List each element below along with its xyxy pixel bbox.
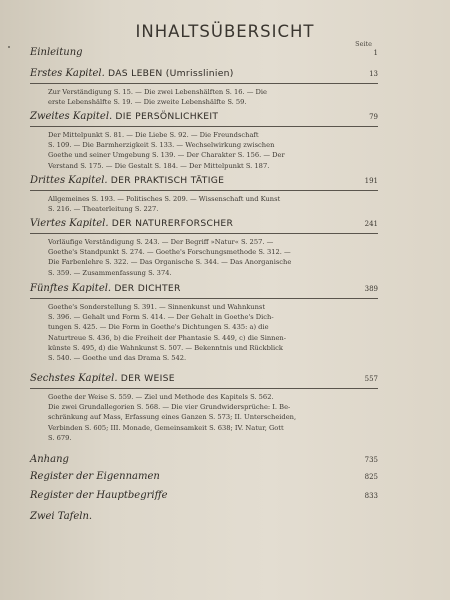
toc-entry-chapter-name: DER NATURERFORSCHER bbox=[111, 218, 234, 229]
toc-entry-chapter-name: DIE PERSÖNLICHKEIT bbox=[115, 111, 219, 122]
subsection-line: Die zwei Grundallegorien S. 568. — Die vier Grundwidersprüche: I. Be- bbox=[48, 403, 291, 412]
toc-entry-heading bbox=[30, 175, 378, 187]
toc-entry-heading bbox=[30, 111, 378, 123]
subsection-line: Vorläufige Verständigung S. 243. — Der Begriff »Natur« S. 257. — bbox=[48, 238, 274, 246]
toc-entry-page-number: 833 bbox=[364, 492, 378, 500]
subsection-line: S. 109. — Die Barmherzigkeit S. 133. — Wechselwirkung zwischen bbox=[48, 141, 275, 150]
toc-entry-italic-title: Zweites Kapitel. bbox=[30, 111, 113, 122]
toc-entry-heading bbox=[30, 283, 378, 295]
toc-entry-heading bbox=[30, 47, 378, 59]
toc-entry-subsections bbox=[30, 130, 378, 171]
toc-entry-subsections bbox=[30, 194, 378, 214]
toc-entry-page-number: 557 bbox=[364, 375, 378, 383]
heading-rule bbox=[30, 126, 378, 127]
heading-rule bbox=[30, 190, 378, 191]
toc-entry-subsections bbox=[30, 237, 378, 278]
toc-entry-italic-title: Sechstes Kapitel. bbox=[30, 373, 118, 384]
toc-entry bbox=[30, 283, 378, 363]
subsection-line: Goethe's Standpunkt S. 274. — Goethe's Forschungsmethode S. 312. — bbox=[48, 248, 291, 257]
page-column-label: Seite bbox=[355, 40, 372, 48]
subsection-line: schränkung auf Mass, Erfassung eines Ganzen S. 573; II. Unterscheiden, bbox=[48, 413, 297, 422]
toc-entry-heading bbox=[30, 454, 378, 466]
toc-entry bbox=[30, 454, 378, 466]
toc-entry-heading bbox=[30, 511, 378, 523]
toc-entry-page-number: 735 bbox=[364, 456, 378, 464]
toc-entry-italic-title: Fünftes Kapitel. bbox=[30, 283, 112, 294]
subsection-line: S. 216. — Theaterleitung S. 227. bbox=[48, 205, 159, 214]
toc-entry bbox=[30, 511, 378, 523]
subsection-line: Goethe der Weise S. 559. — Ziel und Methode des Kapitels S. 562. bbox=[48, 393, 274, 401]
toc-entry bbox=[30, 47, 378, 59]
heading-rule bbox=[30, 298, 378, 299]
toc-entry bbox=[30, 218, 378, 278]
toc-entry-heading bbox=[30, 373, 378, 385]
subsection-line: künste S. 495, d) die Wahnkunst S. 507. — Bekenntnis und Rückblick bbox=[48, 343, 283, 352]
heading-rule bbox=[30, 388, 378, 389]
subsection-line: Der Mittelpunkt S. 81. — Die Liebe S. 92. — Die Freundschaft bbox=[48, 131, 259, 139]
subsection-line: Zur Verständigung S. 15. — Die zwei Lebenshälften S. 16. — Die bbox=[48, 88, 267, 96]
toc-entry-subsections bbox=[30, 392, 378, 443]
toc-entry-italic-title: Register der Eigennamen bbox=[30, 471, 160, 482]
toc-entry-page-number: 191 bbox=[364, 177, 378, 185]
toc-entry-page-number: 389 bbox=[364, 285, 378, 293]
subsection-line: Allgemeines S. 193. — Politisches S. 209. — Wissenschaft und Kunst bbox=[48, 195, 281, 203]
toc-entry-italic-title: Drittes Kapitel. bbox=[30, 175, 108, 186]
subsection-line: Verstand S. 175. — Die Gestalt S. 184. — Der Mittelpunkt S. 187. bbox=[48, 161, 270, 170]
toc-entry bbox=[30, 373, 378, 443]
subsection-line: S. 540. — Goethe und das Drama S. 542. bbox=[48, 354, 187, 363]
subsection-line: Verbinden S. 605; III. Monade, Gemeinsamkeit S. 638; IV. Natur, Gott bbox=[48, 423, 284, 432]
toc-entry-italic-title: Register der Hauptbegriffe bbox=[30, 490, 168, 501]
toc-entry-chapter-name: DER DICHTER bbox=[114, 283, 181, 294]
toc-entry-italic-title: Anhang bbox=[30, 454, 69, 465]
toc-entry-page-number: 825 bbox=[364, 473, 378, 481]
toc-entry-heading bbox=[30, 471, 378, 483]
subsection-line: S. 396. — Gehalt und Form S. 414. — Der Gehalt in Goethe's Dich- bbox=[48, 313, 274, 322]
toc-entry-italic-title: Zwei Tafeln. bbox=[30, 511, 93, 522]
subsection-line: Naturtreue S. 436, b) die Freiheit der Phantasie S. 449, c) die Sinnen- bbox=[48, 333, 286, 342]
toc-entry-chapter-name: DER PRAKTISCH TÄTIGE bbox=[110, 175, 225, 186]
toc-entry-italic-title: Einleitung bbox=[30, 47, 83, 58]
margin-speck bbox=[8, 46, 10, 48]
toc-entry bbox=[30, 471, 378, 483]
toc-entry-page-number: 13 bbox=[369, 70, 378, 78]
heading-rule bbox=[30, 233, 378, 234]
toc-entry-heading bbox=[30, 68, 378, 80]
toc-entry bbox=[30, 111, 378, 171]
toc-entry-heading bbox=[30, 218, 378, 230]
toc-entry-subsections bbox=[30, 302, 378, 363]
subsection-line: S. 679. bbox=[48, 433, 72, 442]
subsection-line: Goethe's Sonderstellung S. 391. — Sinnenkunst und Wahnkunst bbox=[48, 303, 266, 311]
toc-entry-heading bbox=[30, 490, 378, 502]
toc-entry-chapter-name: DAS LEBEN (Umrisslinien) bbox=[108, 68, 234, 79]
subsection-line: tungen S. 425. — Die Form in Goethe's Dichtungen S. 435: a) die bbox=[48, 323, 269, 332]
toc-entry-page-number: 241 bbox=[364, 220, 378, 228]
toc-entry bbox=[30, 490, 378, 502]
toc-entry-italic-title: Erstes Kapitel. bbox=[30, 68, 105, 79]
toc-entry-page-number: 79 bbox=[369, 113, 378, 121]
subsection-line: S. 359. — Zusammenfassung S. 374. bbox=[48, 268, 172, 277]
toc-entry-page-number: 1 bbox=[373, 49, 378, 57]
subsection-line: Goethe und seiner Umgebung S. 139. — Der Charakter S. 156. — Der bbox=[48, 151, 285, 160]
toc-entry bbox=[30, 175, 378, 214]
toc-entry-italic-title: Viertes Kapitel. bbox=[30, 218, 109, 229]
toc-entry-chapter-name: DER WEISE bbox=[120, 373, 175, 384]
subsection-line: Die Farbenlehre S. 322. — Das Organische S. 344. — Das Anorganische bbox=[48, 258, 292, 267]
page-title: INHALTSÜBERSICHT bbox=[135, 22, 315, 41]
heading-rule bbox=[30, 83, 378, 84]
toc-entry-subsections bbox=[30, 87, 378, 107]
subsection-line: erste Lebenshälfte S. 19. — Die zweite Lebenshälfte S. 59. bbox=[48, 98, 247, 107]
toc-entry bbox=[30, 68, 378, 107]
